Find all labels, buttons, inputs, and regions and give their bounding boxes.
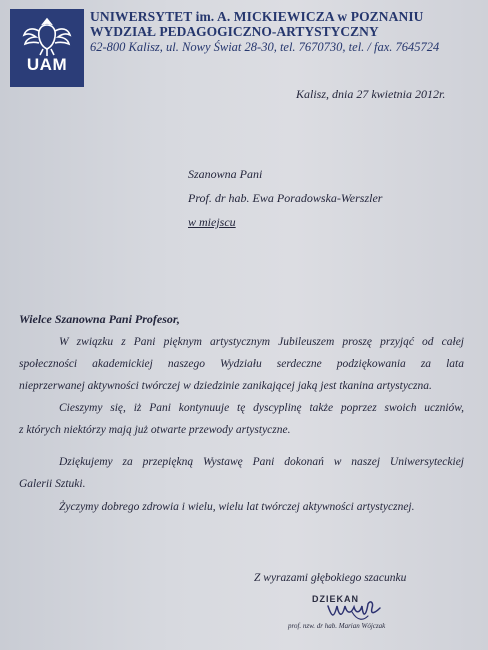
eagle-emblem-icon [10,9,84,87]
paragraph-wishes [19,496,464,518]
recipient-salutation: Szanowna Pani [188,167,263,181]
paragraph-line: społeczności akademickiej naszego Wydziału serdeczne podziękowania za lata [19,358,464,370]
recipient-name: Prof. dr hab. Ewa Poradowska-Werszler [188,191,383,205]
paragraph-exhibition [19,451,464,495]
recipient-location: w miejscu [188,215,236,229]
paragraph-students [19,397,464,441]
letter-date: Kalisz, dnia 27 kwietnia 2012r. [296,87,446,101]
letter-greeting: Wielce Szanowna Pani Profesor, [19,312,180,326]
dean-name: prof. nzw. dr hab. Marian Wójczak [288,622,386,630]
paragraph-jubilee [19,331,464,397]
university-name: UNIWERSYTET im. A. MICKIEWICZA w POZNANIU [90,9,424,24]
paragraph-line: Cieszymy się, iż Pani kontynuuje tę dyscyplinę także poprzez swoich uczniów, [59,402,464,414]
university-logo [10,9,84,87]
logo-text: UAM [26,55,68,74]
paragraph-line: Dziękujemy za przepiękną Wystawę Pani dokonań w naszej Uniwersyteckiej [59,456,464,468]
paragraph-line: nieprzerwanej aktywności twórczej w dziedzinie zanikającej jaką jest tkanina artystyczna. [19,380,432,392]
paragraph-line: Galerii Sztuki. [19,478,86,490]
paragraph-line: Życzymy dobrego zdrowia i wielu, wielu lat twórczej aktywności artystycznej. [59,501,415,513]
dean-title: DZIEKAN [312,594,359,604]
faculty-name: WYDZIAŁ PEDAGOGICZNO-ARTYSTYCZNY [90,24,379,39]
paragraph-line: z których niektórzy mają już otwarte przewody artystyczne. [19,424,291,436]
paragraph-line: W związku z Pani pięknym artystycznym Jubileuszem proszę przyjąć od całej [59,336,464,348]
contact-address: 62-800 Kalisz, ul. Nowy Świat 28-30, tel. 7670730, tel. / fax. 7645724 [90,40,440,54]
letter-closing: Z wyrazami głębokiego szacunku [254,572,407,584]
handwritten-signature [324,594,384,624]
letterhead [90,9,488,55]
